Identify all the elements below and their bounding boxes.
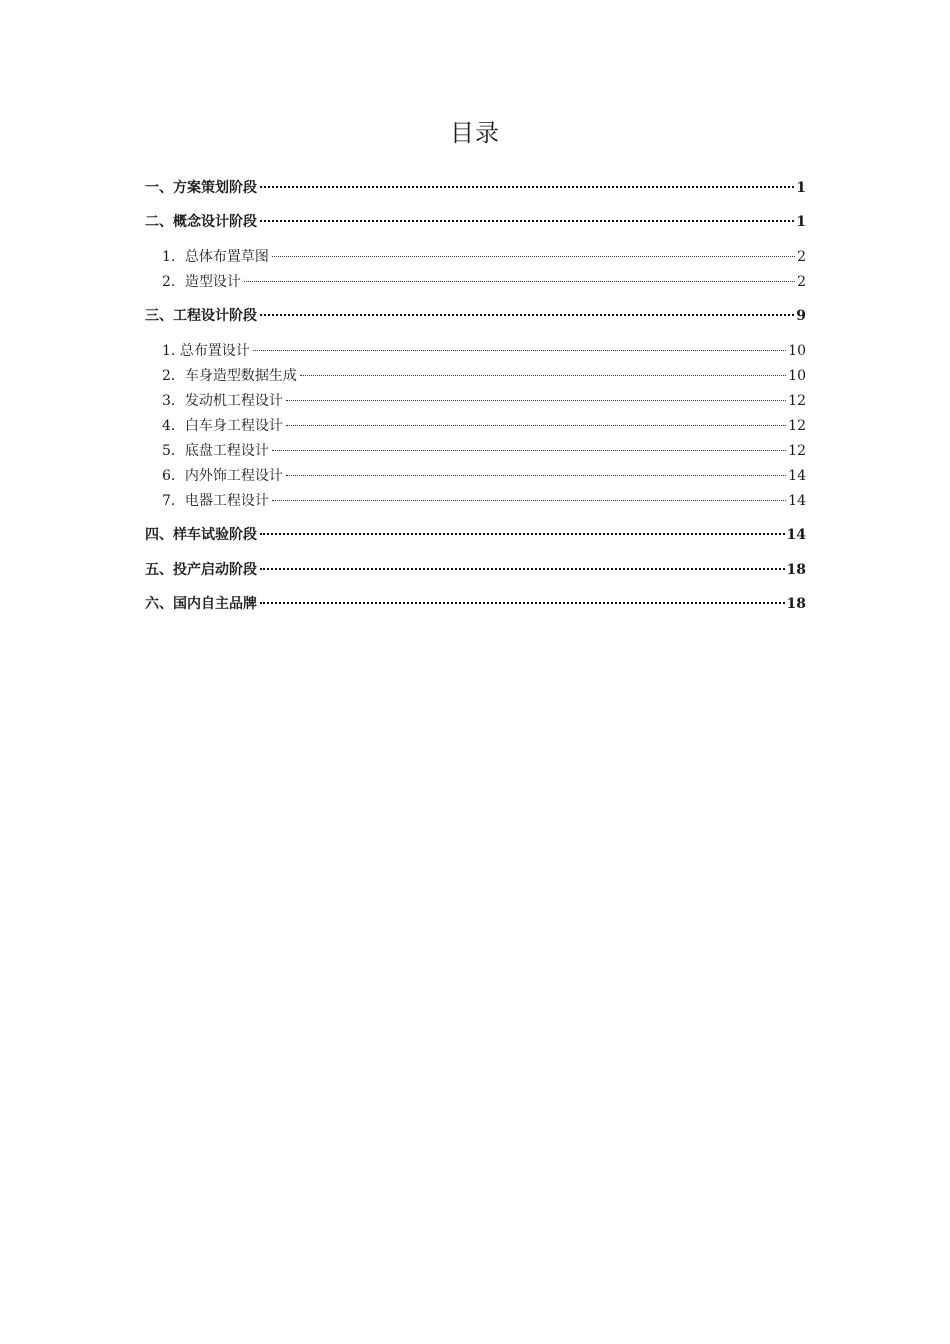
toc-subentry[interactable] [162, 366, 806, 386]
toc-entry-page: 12 [788, 418, 806, 434]
toc-subentry[interactable] [162, 466, 806, 486]
toc-subentry[interactable] [162, 341, 806, 361]
toc-entry-label: 2．车身造型数据生成 [162, 368, 297, 384]
toc-entry-page: 10 [788, 343, 806, 359]
dot-leader [260, 602, 785, 604]
dot-leader [272, 256, 795, 257]
toc-entry-page: 14 [786, 527, 806, 543]
toc-subentry[interactable] [162, 272, 806, 292]
toc-entry-label: 三、工程设计阶段 [145, 308, 257, 324]
toc-entry[interactable] [145, 560, 806, 580]
toc-entry-label: 五、投产启动阶段 [145, 562, 257, 578]
dot-leader [286, 425, 786, 426]
toc-entry-label: 3．发动机工程设计 [162, 393, 283, 409]
toc-entry-label: 4．白车身工程设计 [162, 418, 283, 434]
toc-entry[interactable] [145, 525, 806, 545]
toc-entry-label: 2．造型设计 [162, 274, 241, 290]
dot-leader [272, 450, 786, 451]
toc-entry[interactable] [145, 306, 806, 326]
dot-leader [300, 375, 786, 376]
dot-leader [272, 500, 786, 501]
toc-entry-label: 四、样车试验阶段 [145, 527, 257, 543]
toc-subentry[interactable] [162, 247, 806, 267]
toc-entry-page: 12 [788, 443, 806, 459]
toc-entry-label: 1. 总布置设计 [162, 343, 250, 359]
dot-leader [260, 220, 794, 222]
toc-entry-label: 六、国内自主品牌 [145, 596, 257, 612]
toc-entry-page: 1 [796, 214, 806, 230]
toc-subentry[interactable] [162, 441, 806, 461]
toc-entry-page: 18 [786, 562, 806, 578]
dot-leader [286, 475, 786, 476]
dot-leader [286, 400, 786, 401]
toc-entry-label: 二、概念设计阶段 [145, 214, 257, 230]
toc-entry-label: 一、方案策划阶段 [145, 180, 257, 196]
toc-subentry[interactable] [162, 416, 806, 436]
dot-leader [260, 533, 785, 535]
toc-entry[interactable] [145, 594, 806, 614]
dot-leader [260, 568, 785, 570]
dot-leader [244, 281, 795, 282]
toc-entry-page: 12 [788, 393, 806, 409]
toc-entry-label: 6．内外饰工程设计 [162, 468, 283, 484]
toc-entry[interactable] [145, 212, 806, 232]
toc-entry-label: 1．总体布置草图 [162, 249, 269, 265]
dot-leader [260, 314, 794, 316]
toc-entry-page: 10 [788, 368, 806, 384]
toc-entry-page: 14 [788, 468, 806, 484]
toc-subentry[interactable] [162, 491, 806, 511]
toc-entry-page: 1 [796, 180, 806, 196]
toc-entry-page: 2 [797, 274, 806, 290]
toc-entry-page: 2 [797, 249, 806, 265]
toc-entry-label: 7．电器工程设计 [162, 493, 269, 509]
dot-leader [260, 186, 794, 188]
toc-entry-page: 14 [788, 493, 806, 509]
dot-leader [253, 350, 786, 351]
toc-title: 目录 [450, 119, 500, 147]
toc-entry-label: 5．底盘工程设计 [162, 443, 269, 459]
toc-entry[interactable] [145, 178, 806, 198]
toc-subentry[interactable] [162, 391, 806, 411]
toc-entry-page: 9 [796, 308, 806, 324]
toc-entry-page: 18 [786, 596, 806, 612]
